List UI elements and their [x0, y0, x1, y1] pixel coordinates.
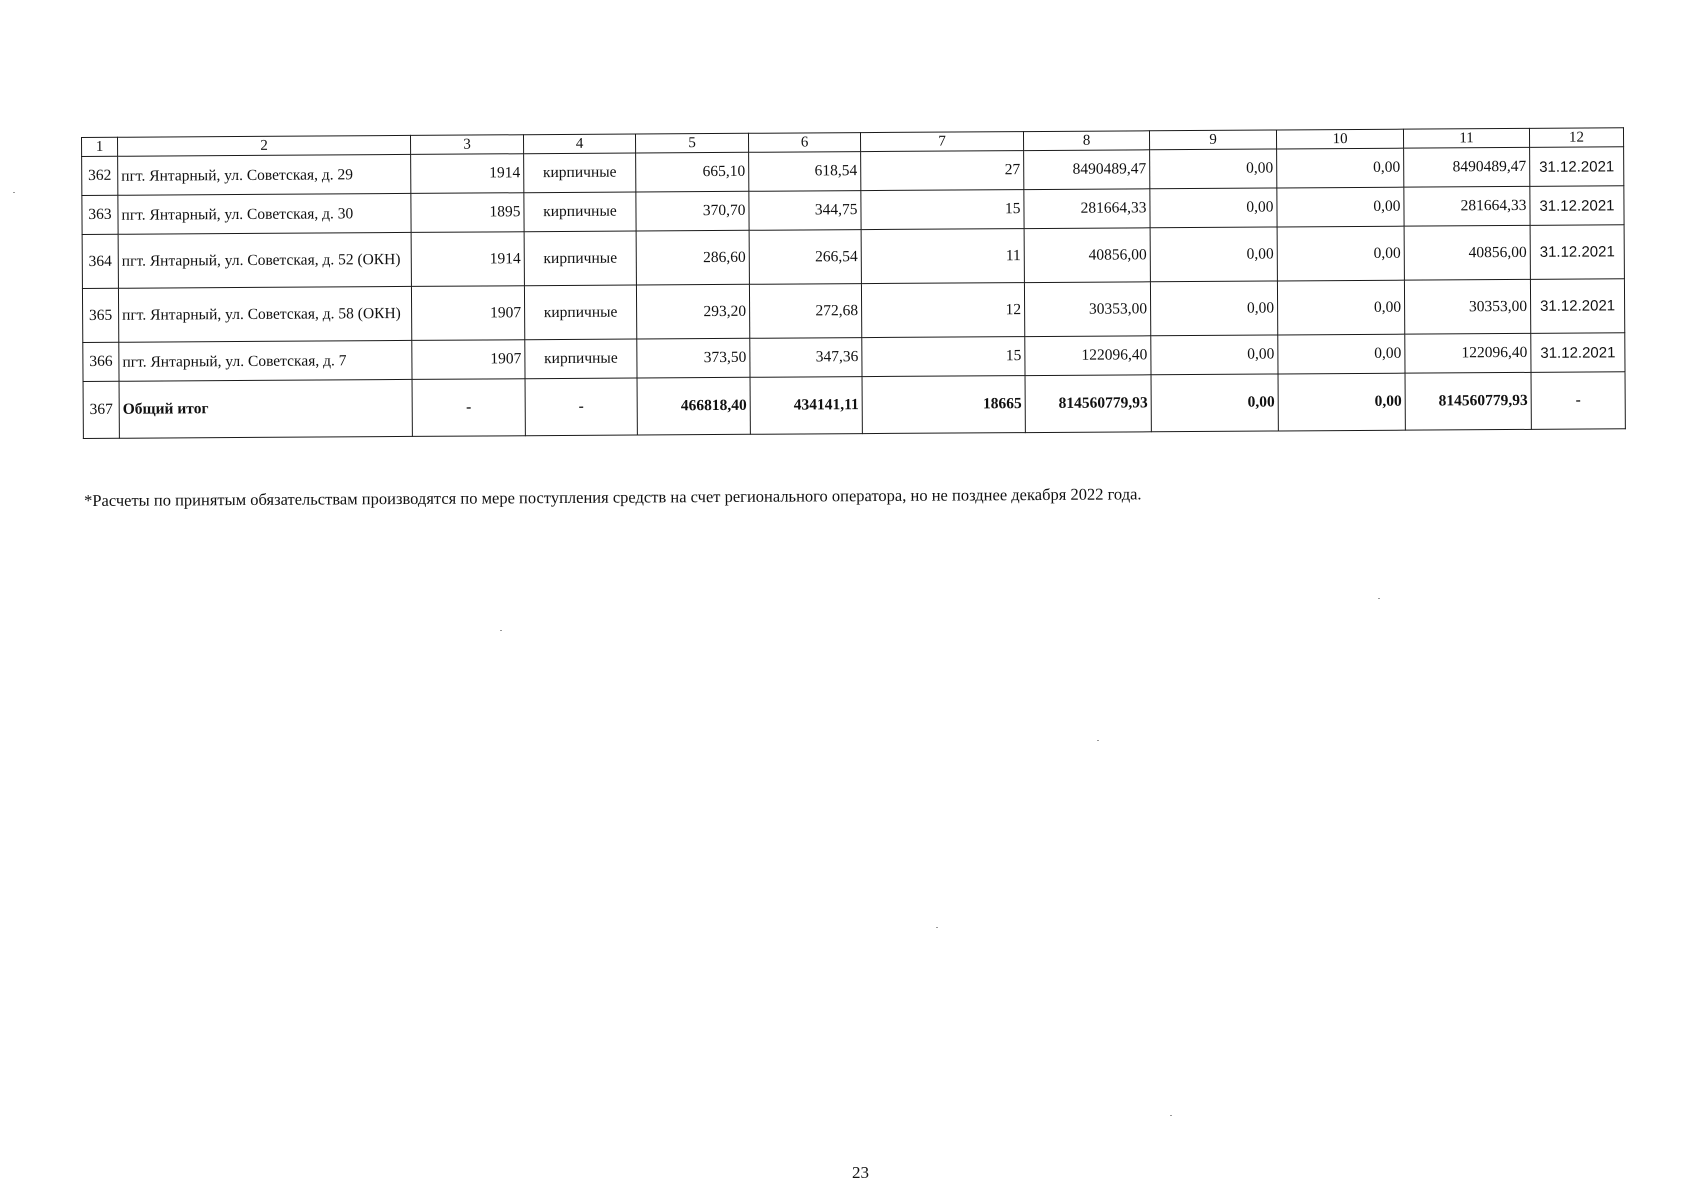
- column-header: 7: [860, 132, 1023, 152]
- total-value-cell: 434141,11: [750, 377, 862, 435]
- value-cell: 27: [861, 151, 1024, 191]
- table-row: [82, 279, 1624, 343]
- column-header: 4: [523, 134, 635, 154]
- material-cell: -: [525, 378, 637, 436]
- value-cell: 0,00: [1150, 227, 1277, 282]
- value-cell: 30353,00: [1024, 282, 1150, 337]
- column-header: 1: [82, 137, 118, 156]
- value-cell: 618,54: [749, 152, 861, 192]
- row-number: 365: [82, 288, 118, 342]
- table-row: [82, 225, 1624, 289]
- value-cell: 15: [861, 190, 1024, 230]
- row-number: 366: [83, 342, 119, 381]
- value-cell: 0,00: [1277, 280, 1404, 335]
- address-cell: пгт. Янтарный, ул. Советская, д. 52 (ОКН): [118, 232, 411, 288]
- total-value-cell: 18665: [862, 376, 1025, 434]
- material-cell: кирпичные: [524, 285, 636, 340]
- value-cell: 266,54: [749, 230, 861, 285]
- column-header: 9: [1149, 130, 1276, 150]
- value-cell: 40856,00: [1024, 228, 1150, 283]
- scan-speck: [1097, 740, 1099, 741]
- footnote: *Расчеты по принятым обязательствам производятся по мере поступления средств на счет регионального оператора, но не позднее декабря 2022 года.: [84, 484, 1142, 510]
- scan-speck: [13, 192, 15, 193]
- value-cell: 347,36: [750, 338, 862, 378]
- year-cell: 1914: [411, 154, 524, 194]
- total-value-cell: 0,00: [1278, 373, 1405, 431]
- year-cell: 1895: [411, 193, 524, 233]
- value-cell: 122096,40: [1405, 333, 1531, 373]
- registry-table: [81, 127, 1626, 439]
- scan-speck: [1170, 1115, 1172, 1116]
- scan-speck: [1378, 598, 1380, 599]
- value-cell: 0,00: [1277, 148, 1404, 188]
- value-cell: 0,00: [1150, 281, 1277, 336]
- value-cell: 281664,33: [1024, 189, 1150, 229]
- value-cell: 40856,00: [1404, 225, 1530, 280]
- column-header: 11: [1403, 128, 1529, 148]
- address-cell: пгт. Янтарный, ул. Советская, д. 30: [118, 193, 411, 234]
- value-cell: 8490489,47: [1404, 147, 1530, 187]
- address-cell: пгт. Янтарный, ул. Советская, д. 29: [118, 154, 411, 195]
- value-cell: 272,68: [749, 284, 861, 339]
- column-header: 12: [1529, 128, 1623, 148]
- value-cell: 370,70: [636, 191, 749, 231]
- value-cell: 281664,33: [1404, 186, 1530, 226]
- value-cell: 293,20: [636, 284, 749, 339]
- date-cell: 31.12.2021: [1530, 147, 1624, 187]
- value-cell: 30353,00: [1404, 279, 1530, 334]
- year-cell: 1914: [411, 232, 524, 287]
- value-cell: 665,10: [636, 152, 749, 192]
- total-value-cell: 0,00: [1151, 374, 1278, 432]
- total-value-cell: 814560779,93: [1405, 372, 1531, 430]
- value-cell: 122096,40: [1025, 336, 1151, 376]
- year-cell: 1907: [412, 340, 525, 380]
- value-cell: 286,60: [636, 230, 749, 285]
- address-cell: пгт. Янтарный, ул. Советская, д. 58 (ОКН): [118, 286, 411, 342]
- date-cell: 31.12.2021: [1530, 225, 1624, 280]
- material-cell: кирпичные: [524, 192, 636, 232]
- column-header: 3: [410, 135, 523, 155]
- value-cell: 8490489,47: [1024, 150, 1150, 190]
- total-row: [83, 372, 1625, 439]
- column-header: 10: [1276, 129, 1403, 149]
- value-cell: 0,00: [1277, 187, 1404, 227]
- value-cell: 373,50: [637, 338, 750, 378]
- value-cell: 12: [861, 283, 1024, 338]
- value-cell: 15: [862, 337, 1025, 377]
- material-cell: кирпичные: [525, 339, 637, 379]
- scan-speck: [500, 630, 502, 631]
- value-cell: 344,75: [749, 191, 861, 231]
- total-date-cell: -: [1531, 372, 1625, 430]
- material-cell: кирпичные: [524, 153, 636, 193]
- column-header: 6: [748, 133, 860, 153]
- page-number: 23: [852, 1163, 869, 1182]
- value-cell: 0,00: [1150, 149, 1277, 189]
- material-cell: кирпичные: [524, 231, 636, 286]
- row-number: 363: [82, 195, 118, 234]
- row-number: 362: [82, 156, 118, 195]
- date-cell: 31.12.2021: [1530, 279, 1624, 334]
- year-cell: -: [412, 379, 525, 437]
- scan-speck: [936, 927, 938, 928]
- total-value-cell: 814560779,93: [1025, 375, 1151, 433]
- column-header: 2: [118, 135, 411, 156]
- total-label: Общий итог: [119, 379, 412, 438]
- value-cell: 11: [861, 229, 1024, 284]
- row-number: 367: [83, 381, 119, 438]
- value-cell: 0,00: [1150, 188, 1277, 228]
- total-value-cell: 466818,40: [637, 377, 750, 435]
- value-cell: 0,00: [1278, 334, 1405, 374]
- date-cell: 31.12.2021: [1531, 333, 1625, 373]
- address-cell: пгт. Янтарный, ул. Советская, д. 7: [119, 340, 412, 381]
- value-cell: 0,00: [1277, 226, 1404, 281]
- value-cell: 0,00: [1151, 335, 1278, 375]
- column-header: 8: [1023, 131, 1149, 151]
- column-header: 5: [635, 133, 748, 153]
- year-cell: 1907: [411, 286, 524, 341]
- date-cell: 31.12.2021: [1530, 186, 1624, 226]
- row-number: 364: [82, 234, 118, 288]
